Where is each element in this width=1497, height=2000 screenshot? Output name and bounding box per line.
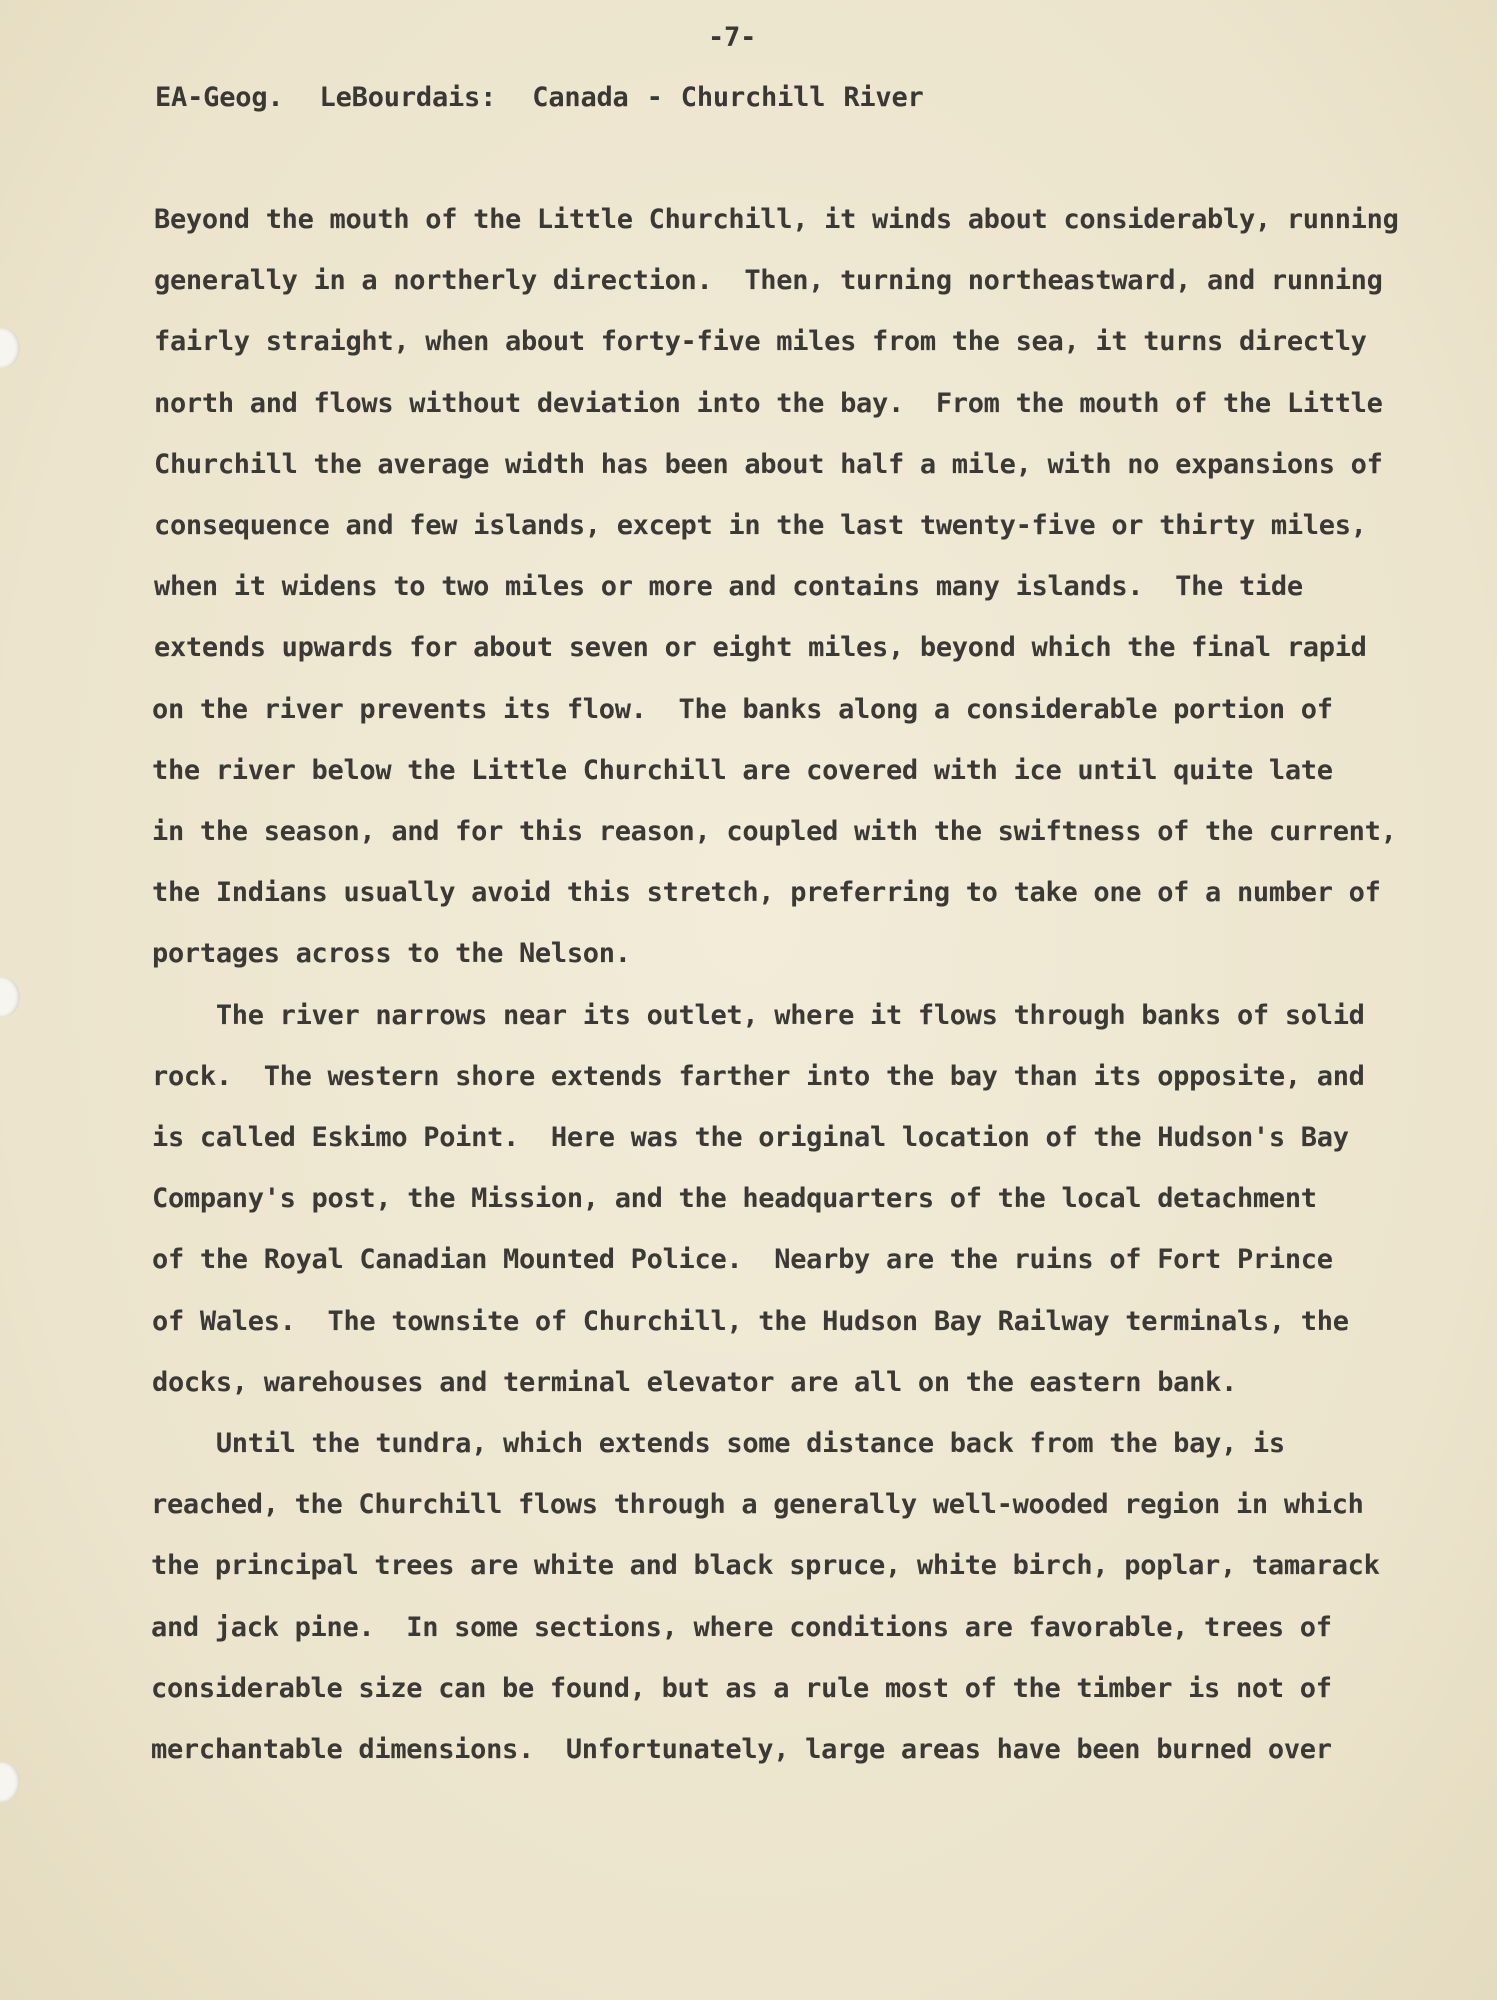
page-header: EA-Geog. LeBourdais: Canada - Churchill River bbox=[155, 82, 924, 113]
text-line: when it widens to two miles or more and contains many islands. The tide bbox=[154, 571, 1303, 603]
text-line: Until the tundra, which extends some distance back from the bay, is bbox=[152, 1428, 1285, 1459]
text-line: of Wales. The townsite of Churchill, the Hudson Bay Railway terminals, the bbox=[152, 1305, 1349, 1337]
text-line: the river below the Little Churchill are covered with ice until quite late bbox=[152, 754, 1333, 786]
text-line: generally in a northerly direction. Then, turning northeastward, and running bbox=[154, 265, 1383, 297]
text-line: Company's post, the Mission, and the headquarters of the local detachment bbox=[152, 1183, 1317, 1215]
text-line: on the river prevents its flow. The banks along a considerable portion of bbox=[152, 693, 1333, 725]
text-line: The river narrows near its outlet, where it flows through banks of solid bbox=[152, 999, 1365, 1031]
page-number: -7- bbox=[708, 22, 757, 53]
text-line: fairly straight, when about forty-five miles from the sea, it turns directly bbox=[154, 326, 1367, 358]
text-line: rock. The western shore extends farther into the bay than its opposite, and bbox=[152, 1060, 1365, 1092]
text-line: and jack pine. In some sections, where conditions are favorable, trees of bbox=[151, 1611, 1332, 1643]
text-line: extends upwards for about seven or eight miles, beyond which the final rapid bbox=[154, 632, 1367, 664]
text-line: Beyond the mouth of the Little Churchill, it winds about considerably, running bbox=[154, 204, 1399, 235]
punch-hole-middle bbox=[0, 977, 20, 1017]
text-line: the Indians usually avoid this stretch, preferring to take one of a number of bbox=[152, 877, 1381, 909]
text-line: the principal trees are white and black spruce, white birch, poplar, tamarack bbox=[151, 1550, 1380, 1582]
text-line: merchantable dimensions. Unfortunately, large areas have been burned over bbox=[151, 1734, 1332, 1765]
text-line: consequence and few islands, except in the last twenty-five or thirty miles, bbox=[154, 510, 1367, 541]
punch-hole-top bbox=[0, 328, 20, 368]
text-line: reached, the Churchill flows through a generally well-wooded region in which bbox=[151, 1489, 1364, 1521]
text-line: of the Royal Canadian Mounted Police. Nearby are the ruins of Fort Prince bbox=[152, 1244, 1333, 1276]
text-line: in the season, and for this reason, coupled with the swiftness of the current, bbox=[152, 816, 1397, 847]
text-line: portages across to the Nelson. bbox=[152, 938, 631, 970]
punch-hole-bottom bbox=[0, 1762, 20, 1802]
text-line: is called Eskimo Point. Here was the original location of the Hudson's Bay bbox=[152, 1122, 1349, 1153]
text-line: north and flows without deviation into the bay. From the mouth of the Little bbox=[154, 387, 1383, 419]
text-line: docks, warehouses and terminal elevator are all on the eastern bank. bbox=[152, 1366, 1237, 1398]
text-line: Churchill the average width has been about half a mile, with no expansions of bbox=[154, 448, 1383, 480]
text-line: considerable size can be found, but as a rule most of the timber is not of bbox=[151, 1672, 1332, 1704]
